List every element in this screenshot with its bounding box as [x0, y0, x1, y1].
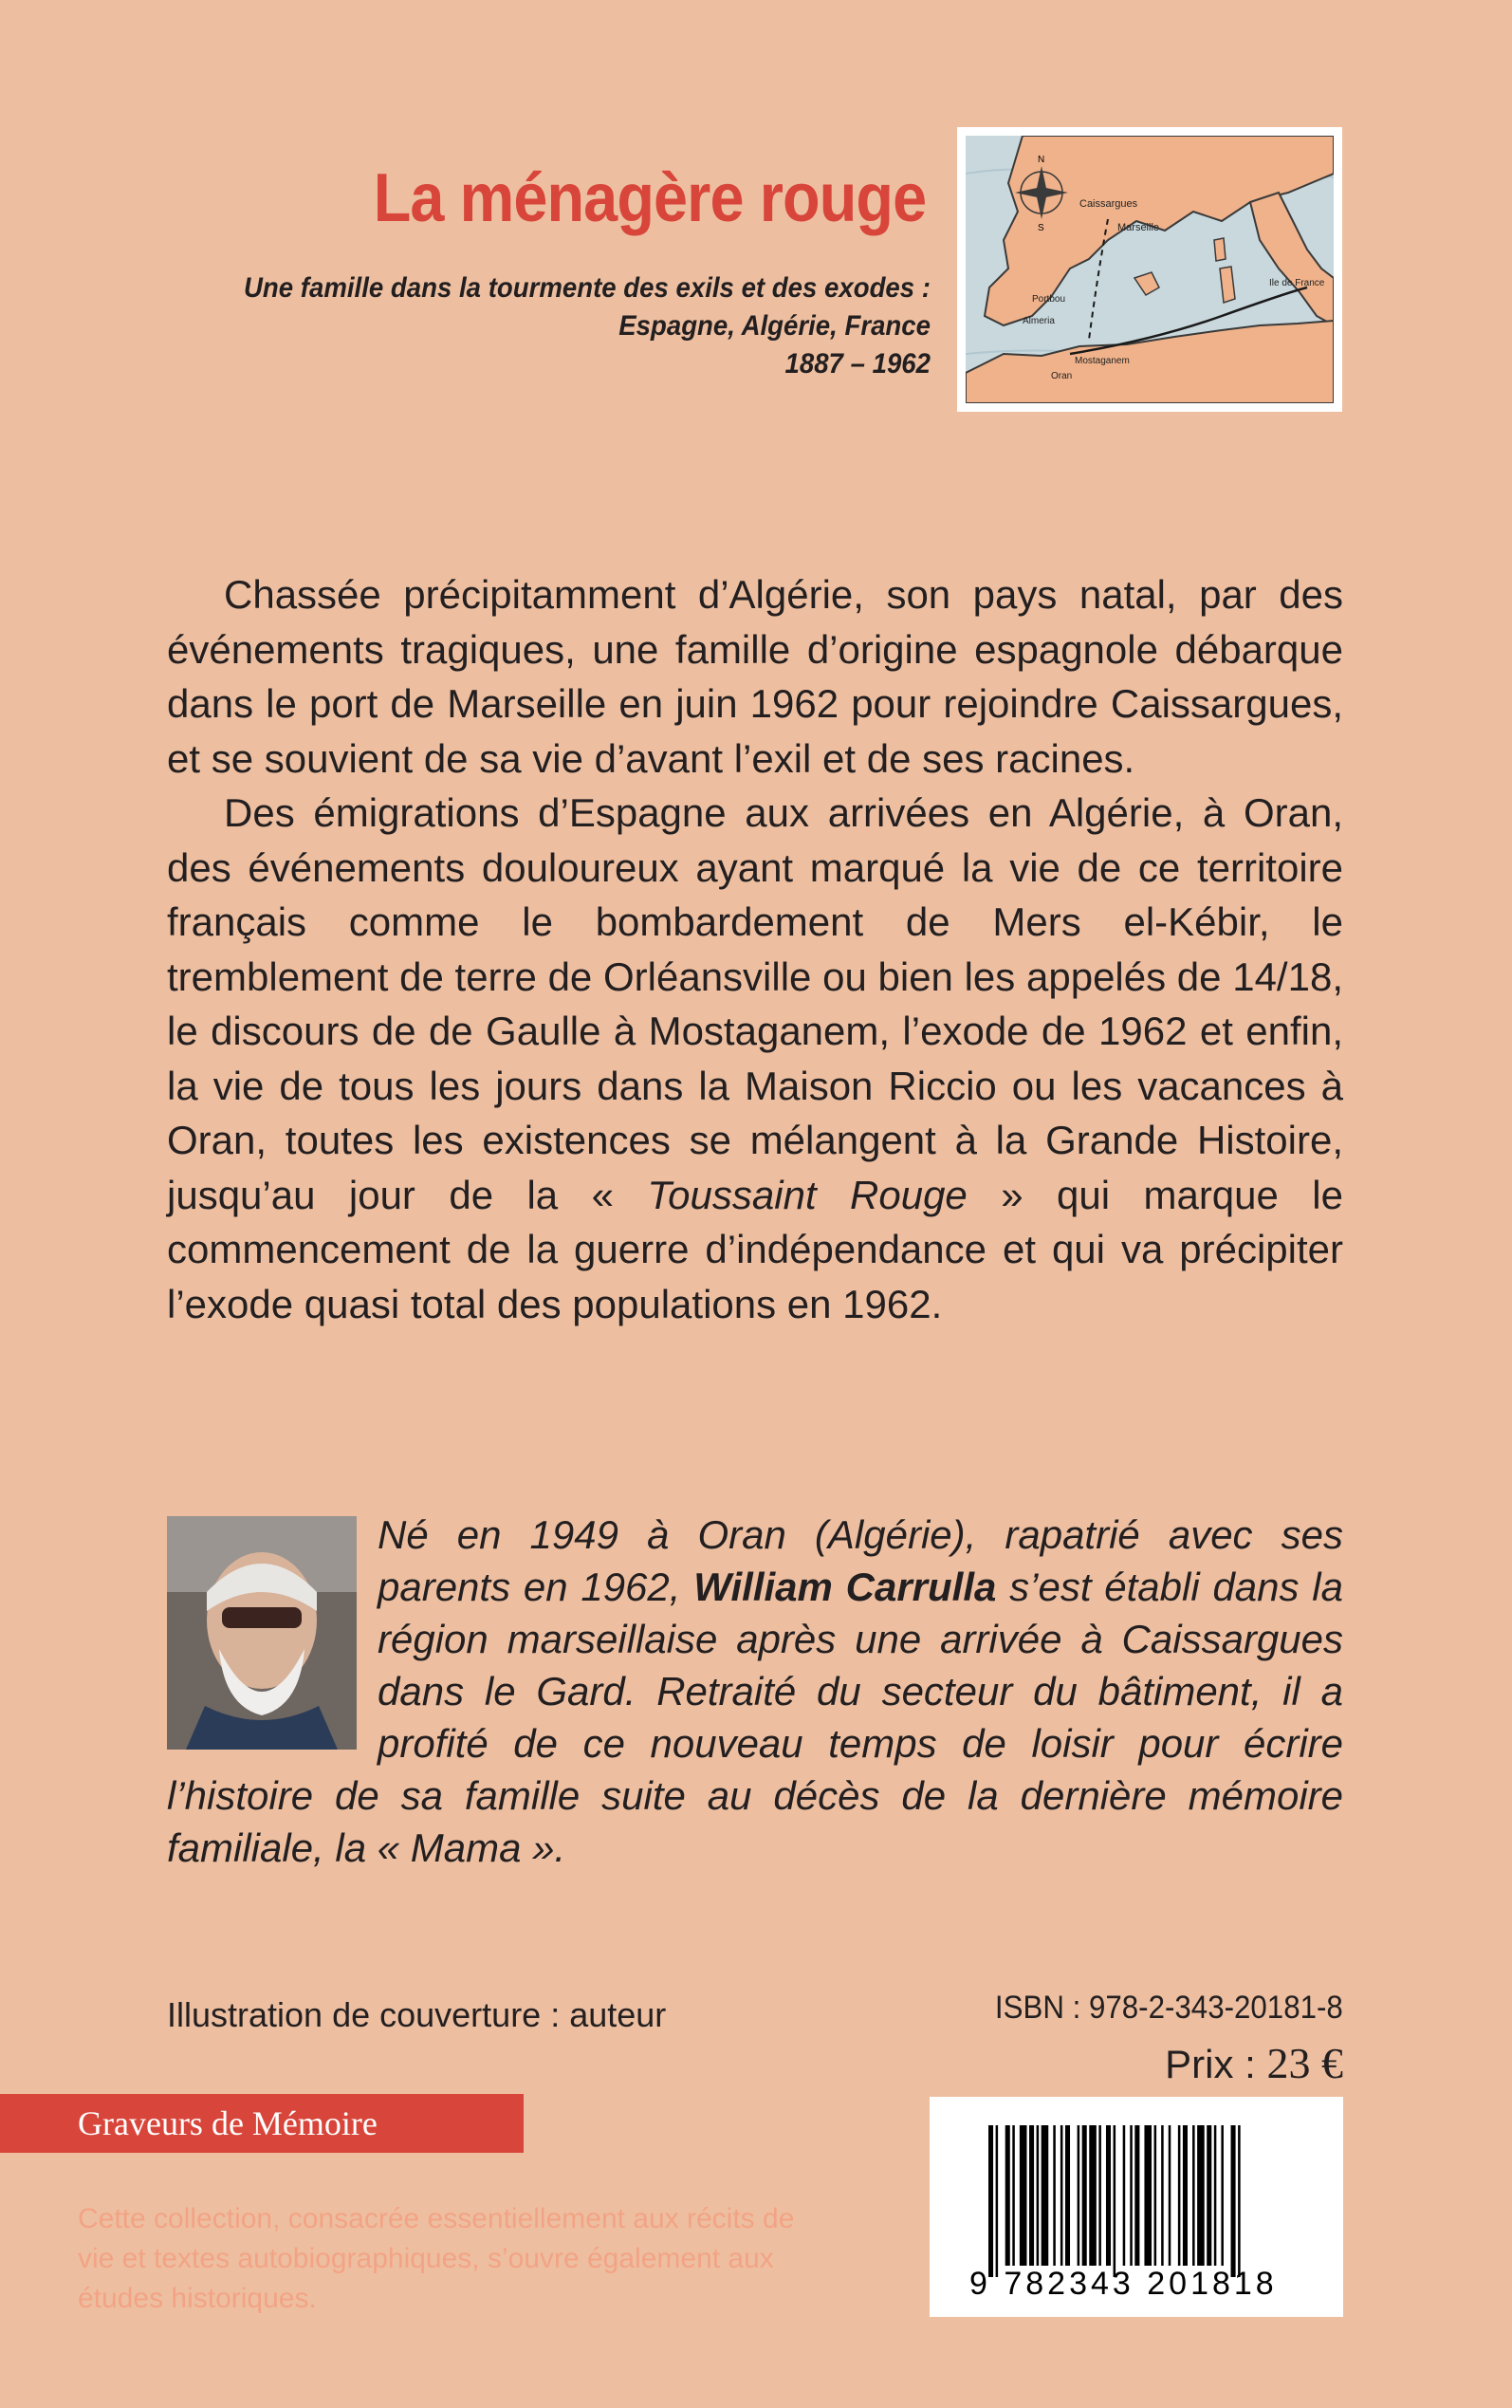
- description-p2-italic: Toussaint Rouge: [647, 1172, 968, 1217]
- compass-n-label: N: [1038, 155, 1045, 165]
- barcode-bar: [1106, 2125, 1111, 2266]
- barcode-bar: [1042, 2125, 1049, 2266]
- compass-s-label: S: [1038, 223, 1044, 233]
- author-name: William Carrulla: [693, 1565, 997, 1609]
- map-label-mostaganem: Mostaganem: [1075, 356, 1130, 366]
- description-paragraph-2: [167, 786, 1343, 1331]
- barcode-bar: [1098, 2125, 1101, 2266]
- barcode-bar: [1238, 2125, 1241, 2277]
- barcode-bar: [1029, 2125, 1034, 2266]
- barcode-bar: [1161, 2125, 1164, 2266]
- map-label-caissargues: Caissargues: [1079, 198, 1138, 210]
- subtitle-line-2: Espagne, Algérie, France: [618, 310, 931, 342]
- barcode-bar: [1144, 2125, 1152, 2266]
- map-label-ile: Ile de France: [1269, 278, 1325, 288]
- barcode-digits: 9 782343 201818: [969, 2266, 1278, 2302]
- barcode-bar: [1207, 2125, 1211, 2266]
- bio-text-after: s’est établi dans la région marseillaise après une arrivée à Caissargues dans le Gard. Retraité du secteur du bâtiment, il a profité de ce nouveau temps de loisir pour écrire l’histoire de sa famille suite au décès de la dernière mémoire familiale, la « Mama ».: [167, 1565, 1343, 1870]
- description-paragraph-1: Chassée précipitamment d’Algérie, son pays natal, par des événements tragiques, une famille d’origine espagnole débarque dans le port de Marseille en juin 1962 pour rejoindre Caissargues, et se souvient de sa vie d’avant l’exil et de ses racines.: [167, 572, 1343, 781]
- barcode-bar: [988, 2125, 993, 2277]
- barcode-bar: [1214, 2125, 1217, 2266]
- map-label-oran: Oran: [1051, 371, 1073, 381]
- barcode-bar: [1178, 2125, 1181, 2266]
- map-label-marseille: Marseille: [1117, 222, 1160, 233]
- isbn-number: ISBN : 978-2-343-20181-8: [995, 1990, 1343, 2026]
- book-title: La ménagère rouge: [373, 160, 926, 236]
- book-subtitle: [215, 269, 931, 383]
- barcode-bar: [1053, 2125, 1056, 2266]
- barcode-bar: [1231, 2125, 1236, 2277]
- barcode-bar: [1192, 2125, 1195, 2266]
- book-description: [167, 567, 1343, 1331]
- barcode-bar: [1005, 2125, 1010, 2266]
- subtitle-line-1: Une famille dans la tourmente des exils et des exodes :: [244, 272, 931, 304]
- description-p2-before: Des émigrations d’Espagne aux arrivées en Algérie, à Oran, des événements douloureux ayant marqué la vie de ce territoire français comme le bombardement de Mers el-Kébir, le tremblement de terre de Orléansville ou bien les appelés de 14/18, le discours de de Gaulle à Mostaganem, l’exode de 1962 et enfin, la vie de tous les jours dans la Maison Riccio ou les vacances à Oran, toutes les existences se mélangent à la Grande Histoire, jusqu’au jour de la «: [167, 790, 1343, 1217]
- barcode-bar: [1183, 2125, 1188, 2266]
- author-bio: [167, 1509, 1343, 1874]
- barcode-bar: [1082, 2125, 1087, 2266]
- mediterranean-map: [966, 136, 1334, 403]
- map-label-almeria: Almeria: [1023, 316, 1055, 326]
- price-amount: 23 €: [1266, 2039, 1343, 2087]
- barcode-bar: [1078, 2125, 1080, 2266]
- barcode-bar: [1221, 2125, 1224, 2266]
- bio-text-before: Né en 1949 à Oran (Algérie), rapatrié avec ses parents en 1962,: [378, 1512, 1343, 1609]
- map-label-portbou: Portbou: [1032, 294, 1066, 305]
- barcode-bar: [1089, 2125, 1097, 2266]
- barcode-bar: [996, 2125, 999, 2277]
- illustration-credit: Illustration de couverture : auteur: [167, 1995, 667, 2034]
- barcode-bar: [1114, 2125, 1116, 2277]
- collection-name: Graveurs de Mémoire: [78, 2104, 378, 2142]
- barcode-bar: [1154, 2125, 1157, 2266]
- barcode-bar: [1020, 2125, 1027, 2266]
- barcode-bar: [1060, 2125, 1063, 2266]
- barcode-bar: [1134, 2125, 1139, 2266]
- map-illustration: [957, 127, 1342, 412]
- collection-description: Cette collection, consacrée essentiellement aux récits de vie et textes autobiographiques, s’ouvre également aux études historiques.: [78, 2203, 795, 2314]
- barcode-bar: [1012, 2125, 1015, 2266]
- subtitle-line-3: 1887 – 1962: [784, 348, 931, 380]
- price: [1165, 2038, 1343, 2088]
- barcode-bar: [1037, 2125, 1040, 2266]
- barcode-bar: [1130, 2125, 1133, 2266]
- description-p2-after: » qui marque le commencement de la guerre d’indépendance et qui va précipiter l’exode quasi total des populations en 1962.: [167, 1172, 1343, 1326]
- barcode-bar: [1065, 2125, 1070, 2266]
- barcode-bar: [1169, 2125, 1171, 2266]
- barcode-bar: [1123, 2125, 1126, 2266]
- barcode-bar: [1197, 2125, 1205, 2266]
- price-label: Prix :: [1165, 2042, 1267, 2086]
